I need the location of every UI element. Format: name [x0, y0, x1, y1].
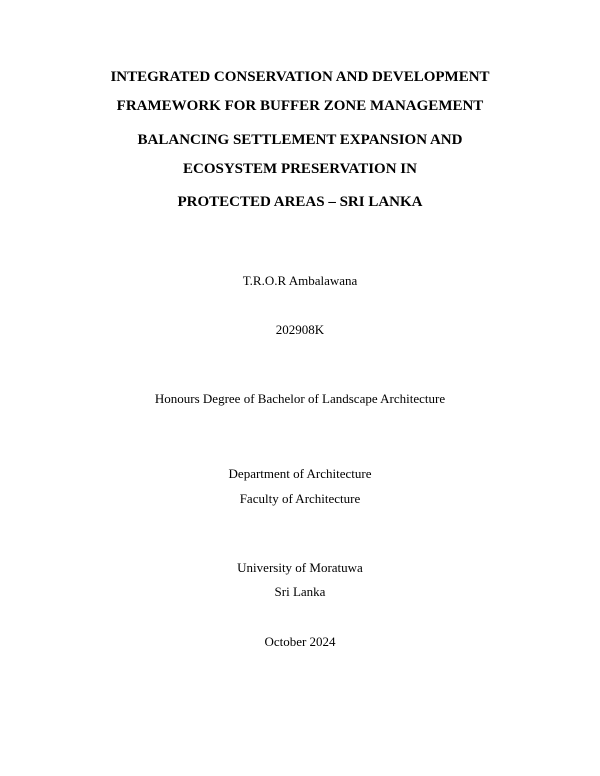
- subtitle-line-1: BALANCING SETTLEMENT EXPANSION AND: [137, 132, 463, 148]
- author-name: T.R.O.R Ambalawana: [242, 273, 358, 288]
- degree-name: Honours Degree of Bachelor of Landscape Architecture: [154, 391, 446, 406]
- country-name: Sri Lanka: [274, 584, 326, 599]
- department-name: Department of Architecture: [228, 466, 372, 481]
- university-name: University of Moratuwa: [237, 560, 363, 575]
- subtitle-line-2: ECOSYSTEM PRESERVATION IN: [183, 161, 417, 177]
- student-id: 202908K: [275, 322, 325, 337]
- subtitle-line-3: PROTECTED AREAS – SRI LANKA: [177, 194, 423, 210]
- faculty-name: Faculty of Architecture: [239, 491, 361, 506]
- title-line-1: INTEGRATED CONSERVATION AND DEVELOPMENT: [110, 69, 490, 85]
- title-line-2: FRAMEWORK FOR BUFFER ZONE MANAGEMENT: [116, 98, 484, 114]
- submission-date: October 2024: [264, 634, 336, 649]
